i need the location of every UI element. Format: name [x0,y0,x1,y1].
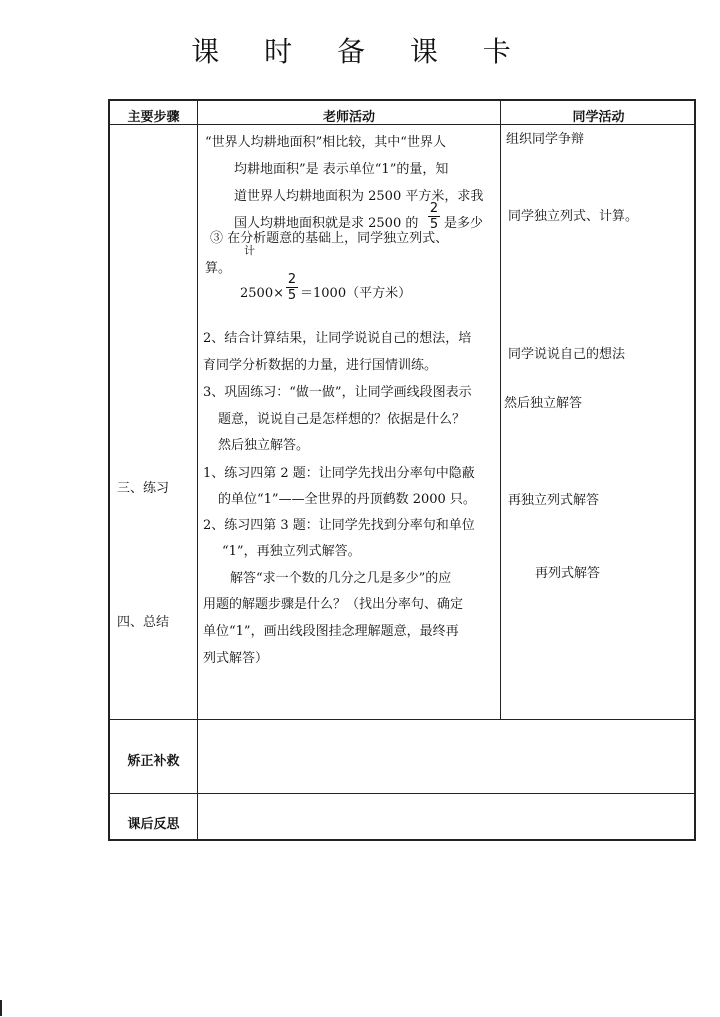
teacher-line: 2、结合计算结果，让同学说说自己的想法，培 [203,331,472,346]
fraction-denominator: 5 [429,217,439,232]
steps-column-divider [197,101,198,841]
header-student: 同学活动 [572,110,625,125]
teacher-line: 解答“求一个数的几分之几是多少”的应 [230,571,452,586]
reflection-label: 课后反思 [127,817,180,832]
teacher-line: 是多少 [444,216,484,231]
teacher-line: 计 [244,244,255,257]
teacher-line: 单位“1”，画出线段图挂念理解题意，最终再 [203,624,459,639]
correction-label: 矫正补救 [127,754,180,769]
student-line: 然后独立解答 [504,396,583,411]
fraction-denominator: 5 [287,288,297,303]
student-line: 再列式解答 [535,566,601,581]
teacher-line: 道世界人均耕地面积为 2500 平方米，求我 [234,189,484,204]
teacher-line: “世界人均耕地面积”相比较，其中“世界人 [205,135,446,150]
teacher-line: 均耕地面积”是 表示单位“1”的量，知 [234,162,449,177]
student-line: 同学说说自己的想法 [508,347,626,362]
formula-right: ＝1000（平方米） [300,286,412,301]
fraction-numerator: 2 [287,272,297,287]
step-summary: 四、总结 [117,615,170,630]
teacher-line: 育同学分析数据的力量，进行国情训练。 [203,358,438,373]
teacher-line: 2、练习四第 3 题：让同学先找到分率句和单位 [203,518,475,533]
lesson-plan-table [108,99,696,841]
teacher-line: 用题的解题步骤是什么？（找出分率句、确定 [203,597,464,612]
teacher-line: 的单位“1”——全世界的丹顶鹤数 2000 只。 [218,492,476,507]
page-edge-mark [0,1000,2,1016]
teacher-line: 3、巩固练习：“做一做”，让同学画线段图表示 [203,385,472,400]
teacher-line: 然后独立解答。 [218,438,310,453]
formula-left: 2500× [240,286,284,301]
teacher-line: 列式解答） [203,651,269,666]
fraction-numerator: 2 [429,201,439,216]
student-line: 再独立列式解答 [508,493,600,508]
student-line: 同学独立列式、计算。 [508,209,639,224]
student-line: 组织同学争辩 [506,132,585,147]
teacher-line: 算。 [205,261,232,276]
teacher-line: 题意，说说自己是怎样想的？依据是什么？ [218,412,466,427]
teacher-line: ③ 在分析题意的基础上，同学独立列式、 [210,231,449,246]
teacher-line: “1”，再独立列式解答。 [222,544,361,559]
page-title: 课 时 备 课 卡 [191,35,529,68]
teacher-column-divider [500,101,501,720]
step-practice: 三、练习 [117,481,170,496]
header-steps: 主要步骤 [127,110,180,125]
teacher-line: 1、练习四第 2 题：让同学先找出分率句中隐蔽 [203,466,475,481]
teacher-line: 国人均耕地面积就是求 2500 的 [234,216,419,231]
formula-fraction [286,273,298,302]
header-teacher: 老师活动 [322,110,375,125]
fraction-two-fifths [428,202,440,231]
